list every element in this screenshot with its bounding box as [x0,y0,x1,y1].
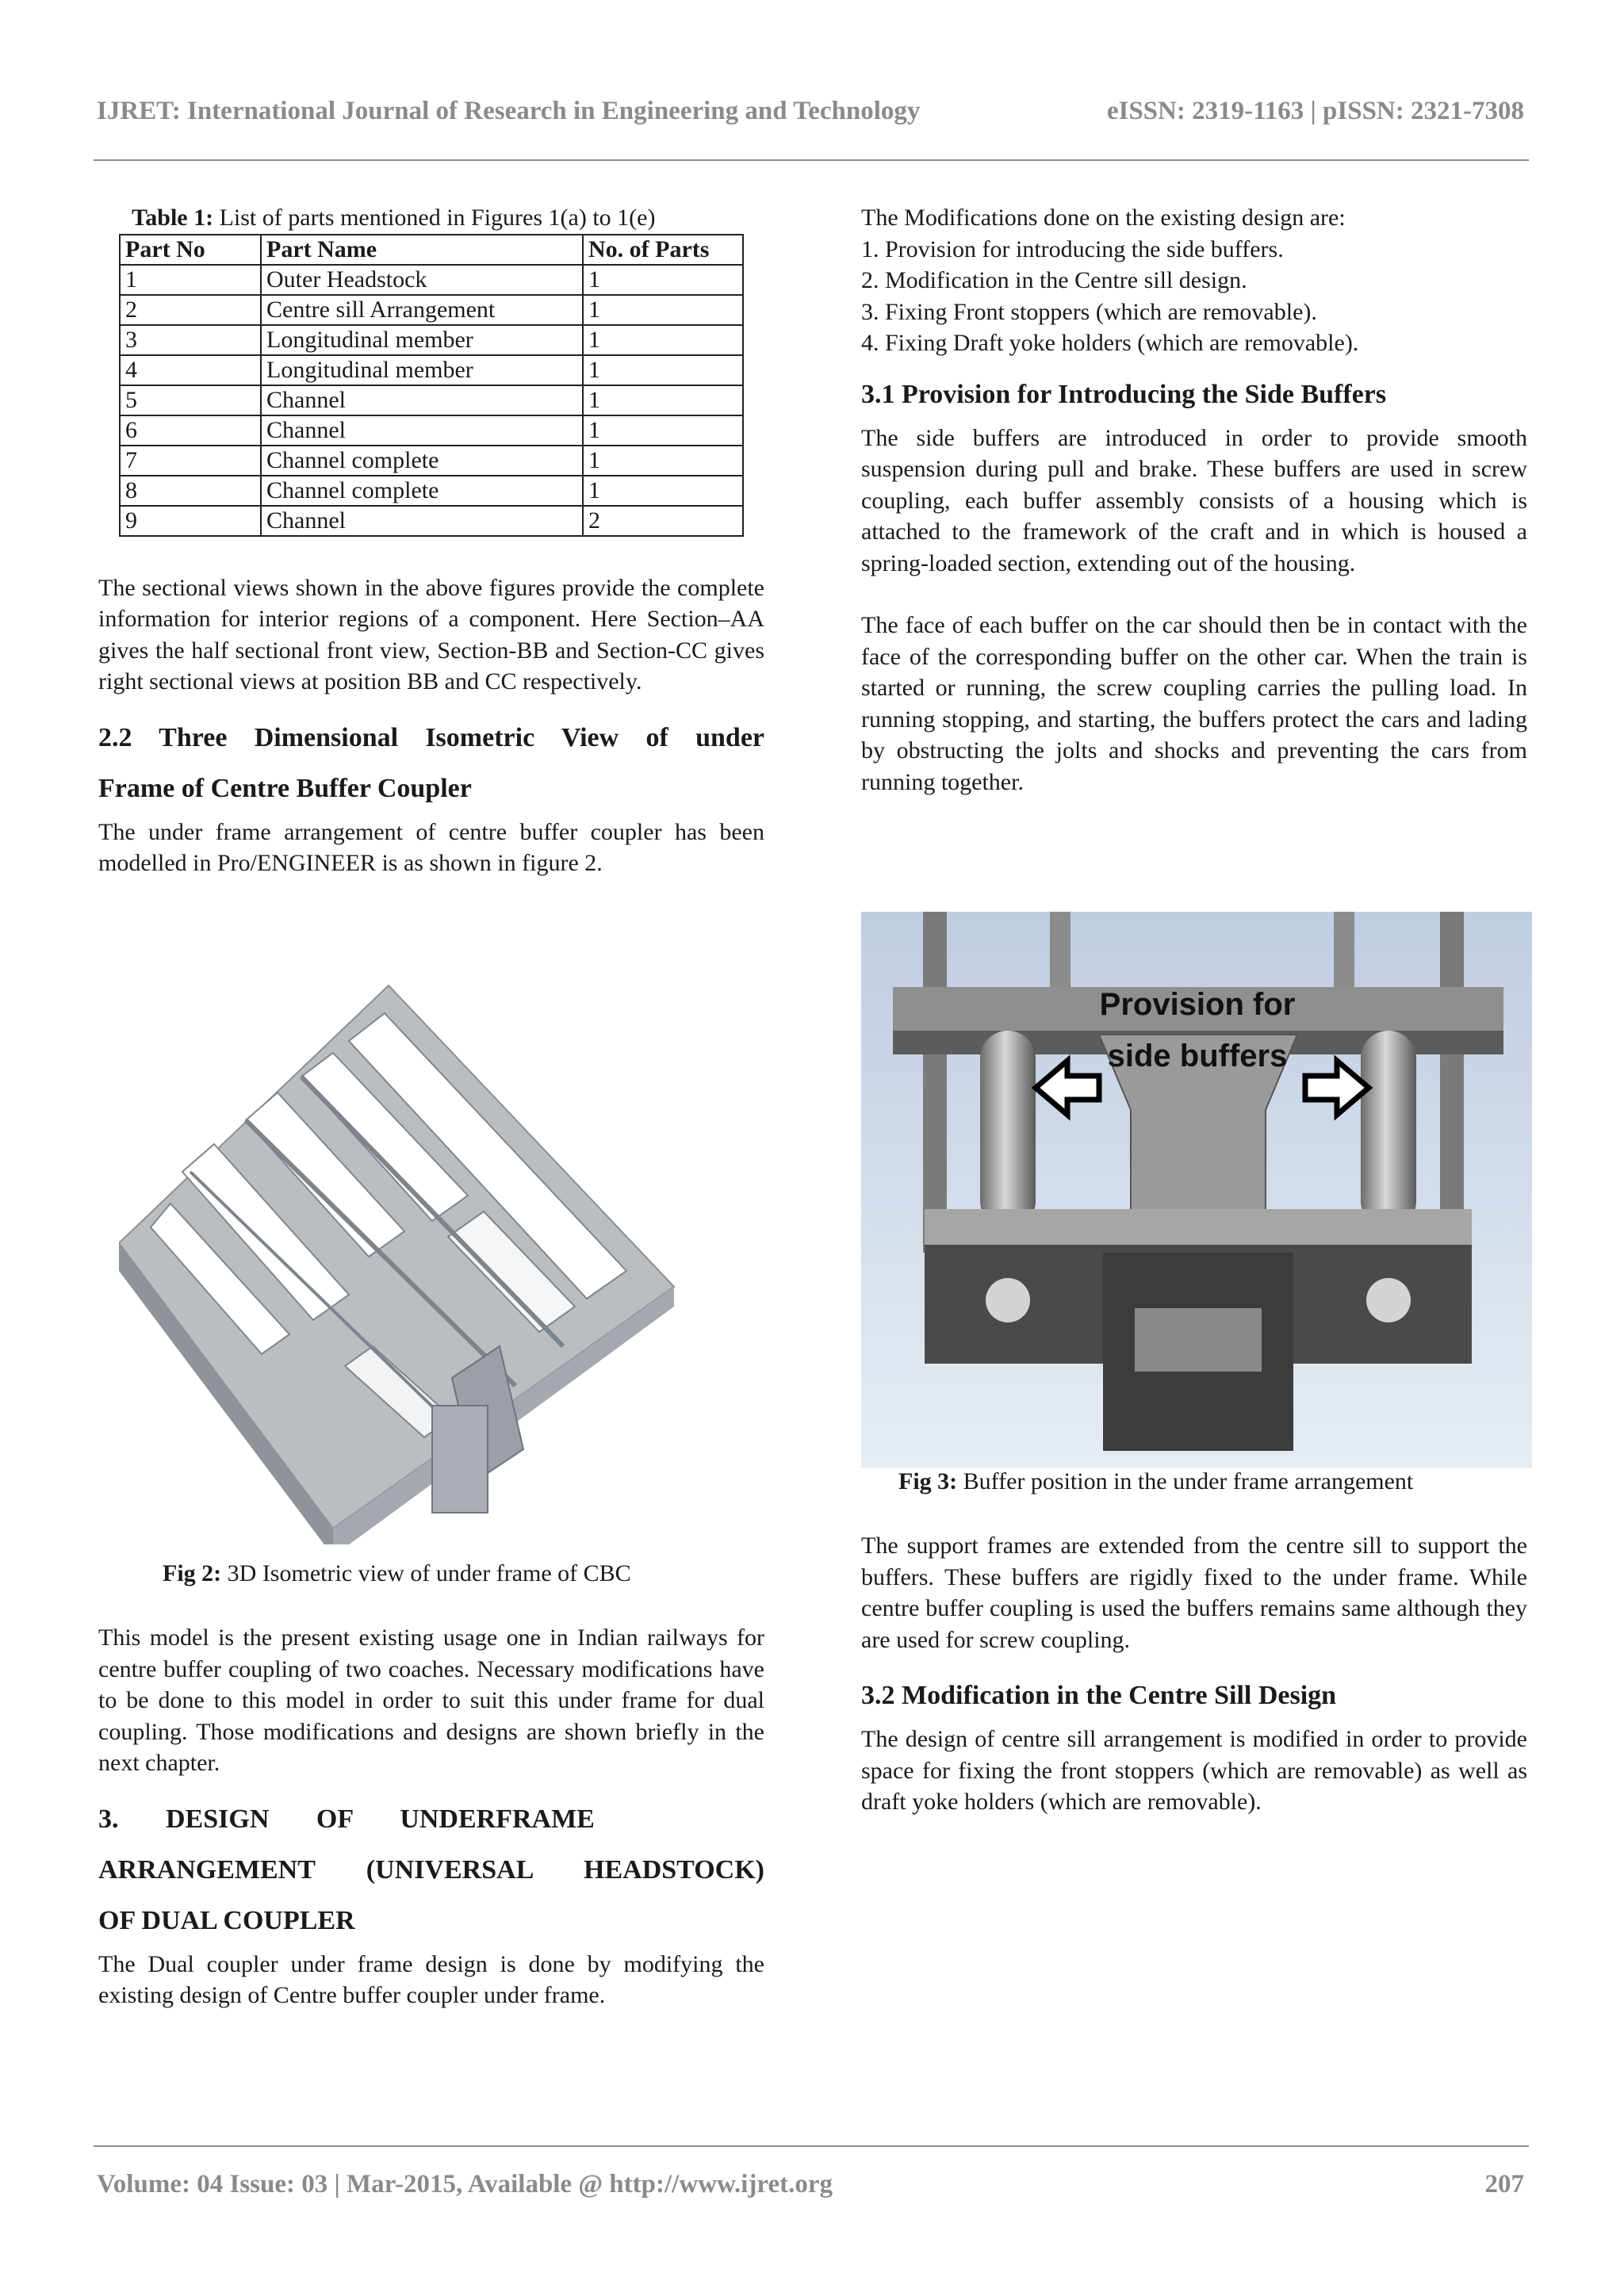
cell-no-of-parts: 1 [583,476,743,506]
modification-item-3: 3. Fixing Front stoppers (which are removable). [861,298,1317,325]
page-number: 207 [1484,2170,1524,2198]
fig2-label: Fig 2: [163,1560,222,1586]
table-row [120,325,743,355]
footer-rule [94,2145,1529,2147]
modifications-intro: The Modifications done on the existing design are: [861,205,1346,231]
table-row [120,476,743,506]
modification-item-1: 1. Provision for introducing the side buffers. [861,235,1284,262]
cell-part-no: 3 [120,325,261,355]
paragraph-buffer-face: The face of each buffer on the car should then be in contact with the face of the corresponding buffer on the other car. When the train is started or running, the screw coupling carries the pulling load. In running stopping, and starting, the buffers protect the cars and lading by obstructing the jolts and shocks and preventing the cars from running together. [861,612,1527,795]
cell-no-of-parts: 1 [583,355,743,385]
post-right [1440,912,1464,1253]
fig2-isometric-model [119,974,698,1544]
table-row [120,265,743,295]
heading-3-line2: ARRANGEMENT (UNIVERSAL HEADSTOCK) [98,1854,764,1885]
cell-part-name: Channel [261,415,583,446]
fig3-buffer-render [861,912,1532,1468]
cell-part-no: 8 [120,476,261,506]
buffer-hole-right [1366,1278,1411,1322]
paragraph-present-model: This model is the present existing usage one in Indian railways for centre buffer coupling of two coaches. Necessary modifications have to be done to this model in order to suit this under frame for dual coupling. Those modifications and designs are shown briefly in the next chapter. [98,1624,764,1776]
heading-2-2-line1: 2.2 Three Dimensional Isometric View of under [98,722,764,752]
paragraph-dual-coupler: The Dual coupler under frame design is done by modifying the existing design of Centre buffer coupler under frame. [98,1950,764,2008]
paragraph-support-frames: The support frames are extended from the centre sill to support the buffers. These buffers are rigidly fixed to the under frame. While centre buffer coupling is used the buffers remains same although they are used for screw coupling. [861,1533,1527,1653]
table-caption [98,202,764,234]
cell-part-name: Outer Headstock [261,265,583,295]
modification-item-4: 4. Fixing Draft yoke holders (which are removable). [861,330,1359,356]
cell-no-of-parts: 1 [583,385,743,415]
cell-no-of-parts: 1 [583,295,743,325]
fig2-caption [163,1560,631,1587]
headstock-coupler [432,1406,488,1513]
left-column [98,202,764,879]
buffer-right [1361,1031,1416,1229]
table-body [120,265,743,536]
heading-2-2-line2: Frame of Centre Buffer Coupler [98,773,472,803]
fig3-label-line2: side buffers [1107,1039,1288,1073]
bottom-beam [925,1209,1472,1249]
buffer-left [980,1031,1036,1229]
paragraph-side-buffers: The side buffers are introduced in order to provide smooth suspension during pull and brake. These buffers are used in screw coupling, each buffer assembly consists of a housing which is attached to the framework of the craft and in which is housed a spring-loaded section, extending out of the housing. [861,424,1527,576]
table-row [120,446,743,476]
buffer-hole-left [986,1278,1030,1322]
fig3-text: Buffer position in the under frame arrangement [957,1468,1414,1494]
paragraph-sectional-views: The sectional views shown in the above figures provide the complete information for interior regions of a component. Here Section–AA gives the half sectional front view, Section-BB and Section-CC gives right sectional views at position BB and CC respectively. [98,574,764,695]
modification-item-2: 2. Modification in the Centre sill design. [861,267,1247,293]
footer-volume: Volume: 04 Issue: 03 | Mar-2015, Available @ http://www.ijret.org [97,2170,833,2198]
table-row [120,355,743,385]
cell-part-name: Longitudinal member [261,325,583,355]
heading-3-line1: 3. DESIGN OF UNDERFRAME [98,1804,595,1834]
col-part-name: Part Name [261,235,583,265]
table-row [120,295,743,325]
cell-no-of-parts: 1 [583,415,743,446]
cell-part-name: Centre sill Arrangement [261,295,583,325]
cell-part-no: 7 [120,446,261,476]
col-no-of-parts: No. of Parts [583,235,743,265]
fig3-label: Fig 3: [898,1468,958,1494]
heading-3-2: 3.2 Modification in the Centre Sill Design [861,1681,1337,1710]
cell-part-no: 5 [120,385,261,415]
table-row [120,506,743,536]
left-column-lower [98,1622,764,2011]
issn: eISSN: 2319-1163 | pISSN: 2321-7308 [1106,97,1524,125]
right-column [861,202,1527,798]
journal-title: IJRET: International Journal of Research in Engineering and Technology [97,97,921,125]
cell-no-of-parts: 1 [583,446,743,476]
cell-no-of-parts: 1 [583,265,743,295]
cell-no-of-parts: 1 [583,325,743,355]
paragraph-centre-sill: The design of centre sill arrangement is modified in order to provide space for fixing the front stoppers (which are removable) as well as draft yoke holders (which are removable). [861,1726,1527,1815]
cell-part-no: 4 [120,355,261,385]
cell-part-no: 6 [120,415,261,446]
parts-table [119,234,744,537]
cell-part-no: 2 [120,295,261,325]
cell-part-name: Longitudinal member [261,355,583,385]
cell-part-name: Channel [261,506,583,536]
table-header-row [120,235,743,265]
fig3-caption [898,1468,1413,1495]
cell-part-name: Channel complete [261,446,583,476]
table-row [120,385,743,415]
heading-3-line3: OF DUAL COUPLER [98,1905,355,1935]
fig2-text: 3D Isometric view of under frame of CBC [221,1560,631,1586]
post-left [923,912,947,1253]
fig3-label-line1: Provision for [1099,987,1296,1022]
header-rule [94,159,1529,161]
cell-part-no: 9 [120,506,261,536]
cell-part-name: Channel complete [261,476,583,506]
cell-part-no: 1 [120,265,261,295]
col-part-no: Part No [120,235,261,265]
table-caption-label: Table 1: [132,205,214,231]
coupler-inner [1135,1308,1262,1372]
right-column-lower [861,1530,1527,1818]
paragraph-modelled: The under frame arrangement of centre buffer coupler has been modelled in Pro/ENGINEER is as shown in figure 2. [98,818,764,876]
table-row [120,415,743,446]
table-caption-text: List of parts mentioned in Figures 1(a) to 1(e) [213,205,656,231]
heading-3-1: 3.1 Provision for Introducing the Side Buffers [861,379,1387,409]
cell-part-name: Channel [261,385,583,415]
cell-no-of-parts: 2 [583,506,743,536]
